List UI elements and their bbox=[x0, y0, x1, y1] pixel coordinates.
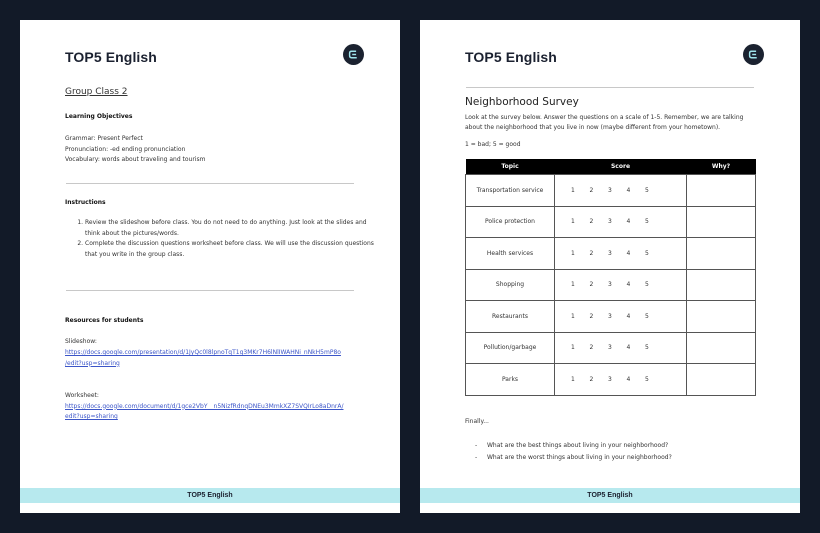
objective-pronunciation: Pronunciation: -ed ending pronunciation bbox=[65, 145, 186, 153]
table-row bbox=[466, 206, 756, 238]
instructions-heading: Instructions bbox=[65, 199, 106, 206]
slideshow-link-continued[interactable]: /edit?usp=sharing bbox=[65, 359, 120, 367]
score-cell bbox=[555, 238, 687, 270]
brand-title: TOP5 English bbox=[465, 49, 557, 65]
score-cell bbox=[555, 269, 687, 301]
score-option[interactable]: 1 bbox=[571, 344, 575, 352]
document-page-neighborhood-survey bbox=[420, 20, 800, 513]
footer-brand: TOP5 English bbox=[587, 492, 633, 499]
worksheet-link[interactable]: https://docs.google.com/document/d/1gce2VbY__n5NizfRdnqDNEu3MmkXZ7SVQIrLo8aDnrA/ bbox=[65, 402, 344, 410]
score-option[interactable]: 4 bbox=[626, 218, 631, 226]
score-option[interactable]: 3 bbox=[608, 344, 612, 352]
score-option[interactable]: 3 bbox=[608, 249, 612, 257]
finally-label: Finally... bbox=[465, 418, 489, 425]
question-item: - What are the worst things about living in your neighborhood? bbox=[465, 452, 672, 464]
score-option[interactable]: 1 bbox=[571, 312, 575, 320]
score-option[interactable]: 1 bbox=[571, 281, 575, 289]
why-cell[interactable] bbox=[687, 206, 756, 238]
scale-note: 1 = bad; 5 = good bbox=[465, 141, 521, 148]
topic-cell: Parks bbox=[466, 364, 555, 396]
score-option[interactable]: 4 bbox=[626, 186, 631, 194]
table-row bbox=[466, 332, 756, 364]
footer-brand: TOP5 English bbox=[187, 492, 233, 499]
score-cell bbox=[555, 175, 687, 207]
worksheet-label: Worksheet: bbox=[65, 392, 99, 399]
survey-title: Neighborhood Survey bbox=[465, 96, 579, 108]
resources-heading: Resources for students bbox=[65, 317, 144, 324]
score-option[interactable]: 3 bbox=[608, 312, 612, 320]
logo-icon bbox=[743, 44, 764, 65]
page-title: Group Class 2 bbox=[65, 87, 128, 97]
survey-table bbox=[465, 159, 756, 396]
objective-grammar: Grammar: Present Perfect bbox=[65, 135, 143, 142]
score-option[interactable]: 1 bbox=[571, 249, 575, 257]
topic-cell: Police protection bbox=[466, 206, 555, 238]
divider bbox=[66, 183, 354, 184]
score-option[interactable]: 2 bbox=[589, 312, 594, 320]
brand-title: TOP5 English bbox=[65, 49, 157, 65]
score-option[interactable]: 1 bbox=[571, 218, 575, 226]
table-row bbox=[466, 175, 756, 207]
score-option[interactable]: 3 bbox=[608, 375, 612, 383]
final-questions-list bbox=[465, 440, 672, 464]
score-option[interactable]: 5 bbox=[645, 281, 649, 289]
page-footer bbox=[20, 488, 400, 503]
score-option[interactable]: 2 bbox=[589, 375, 594, 383]
objective-vocabulary: Vocabulary: words about traveling and tourism bbox=[65, 156, 206, 163]
score-option[interactable]: 4 bbox=[626, 281, 631, 289]
table-row bbox=[466, 269, 756, 301]
score-option[interactable]: 2 bbox=[589, 186, 594, 194]
score-cell bbox=[555, 332, 687, 364]
divider bbox=[466, 87, 754, 88]
topic-cell: Restaurants bbox=[466, 301, 555, 333]
why-cell[interactable] bbox=[687, 332, 756, 364]
score-option[interactable]: 1 bbox=[571, 375, 575, 383]
score-option[interactable]: 5 bbox=[645, 344, 649, 352]
table-row bbox=[466, 364, 756, 396]
topic-cell: Transportation service bbox=[466, 175, 555, 207]
why-cell[interactable] bbox=[687, 175, 756, 207]
score-option[interactable]: 4 bbox=[626, 249, 631, 257]
page-footer bbox=[420, 488, 800, 503]
instructions-list bbox=[65, 218, 375, 260]
header-why: Why? bbox=[687, 159, 756, 175]
worksheet-link-continued[interactable]: edit?usp=sharing bbox=[65, 413, 118, 420]
score-option[interactable]: 5 bbox=[645, 312, 649, 320]
score-option[interactable]: 4 bbox=[626, 344, 631, 352]
divider bbox=[66, 290, 354, 291]
score-option[interactable]: 5 bbox=[645, 218, 649, 226]
learning-objectives-heading: Learning Objectives bbox=[65, 113, 133, 120]
table-header-row bbox=[466, 159, 756, 175]
why-cell[interactable] bbox=[687, 301, 756, 333]
table-row bbox=[466, 301, 756, 333]
topic-cell: Health services bbox=[466, 238, 555, 270]
document-page-group-class bbox=[20, 20, 400, 513]
score-option[interactable]: 4 bbox=[626, 375, 631, 383]
score-cell bbox=[555, 301, 687, 333]
survey-intro-line1: Look at the survey below. Answer the questions on a scale of 1-5. Remember, we are talking bbox=[465, 114, 744, 121]
score-option[interactable]: 5 bbox=[645, 375, 649, 383]
slideshow-label: Slideshow: bbox=[65, 338, 97, 345]
instruction-item: 1. Review the slideshow before class. You do not need to do anything. Just look at the slides and think about the pictures/words. bbox=[85, 218, 375, 239]
score-option[interactable]: 2 bbox=[589, 218, 594, 226]
logo-icon bbox=[343, 44, 364, 65]
score-option[interactable]: 5 bbox=[645, 249, 649, 257]
score-option[interactable]: 2 bbox=[589, 281, 594, 289]
score-option[interactable]: 2 bbox=[589, 249, 594, 257]
question-item: - What are the best things about living in your neighborhood? bbox=[465, 440, 672, 452]
score-option[interactable]: 4 bbox=[626, 312, 631, 320]
topic-cell: Shopping bbox=[466, 269, 555, 301]
score-option[interactable]: 3 bbox=[608, 186, 612, 194]
score-option[interactable]: 3 bbox=[608, 218, 612, 226]
header-topic: Topic bbox=[466, 159, 555, 175]
survey-intro-line2: about the neighborhood that you live in now (maybe different from your hometown). bbox=[465, 124, 721, 131]
why-cell[interactable] bbox=[687, 364, 756, 396]
score-option[interactable]: 5 bbox=[645, 186, 649, 194]
score-cell bbox=[555, 206, 687, 238]
topic-cell: Pollution/garbage bbox=[466, 332, 555, 364]
score-option[interactable]: 1 bbox=[571, 186, 575, 194]
score-option[interactable]: 2 bbox=[589, 344, 594, 352]
why-cell[interactable] bbox=[687, 238, 756, 270]
instruction-item: 2. Complete the discussion questions worksheet before class. We will use the discussion questions that you write in the group class. bbox=[85, 239, 375, 260]
score-option[interactable]: 3 bbox=[608, 281, 612, 289]
score-cell bbox=[555, 364, 687, 396]
why-cell[interactable] bbox=[687, 269, 756, 301]
slideshow-link[interactable]: https://docs.google.com/presentation/d/1JyQc0l8lpnoTqT1g3MKr7H6lNlIWAHNi_nNkH5mP8o bbox=[65, 349, 341, 356]
header-score: Score bbox=[555, 159, 687, 175]
table-row bbox=[466, 238, 756, 270]
